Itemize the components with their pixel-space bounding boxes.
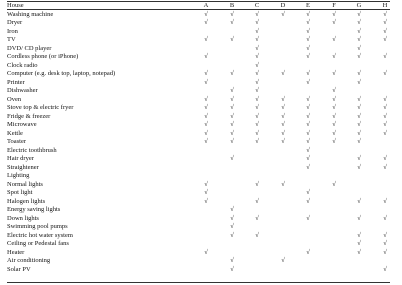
table-row [7, 19, 391, 27]
check-mark-icon: √ [230, 70, 234, 77]
check-mark-icon: √ [306, 189, 310, 196]
check-mark-icon: √ [383, 231, 387, 239]
check-mark-icon: √ [230, 121, 234, 128]
check-mark-icon: √ [357, 112, 361, 120]
check-mark-icon: √ [357, 121, 361, 128]
header-col-g: G [356, 2, 362, 9]
row-label: Microwave [7, 121, 37, 128]
row-label: Washing machine [7, 10, 54, 18]
table-header-row [7, 2, 391, 10]
check-mark-icon: √ [306, 214, 310, 222]
check-mark-icon: √ [332, 53, 336, 60]
check-mark-icon: √ [306, 112, 310, 120]
table-row [7, 240, 391, 248]
check-mark-icon: √ [357, 10, 361, 18]
check-mark-icon: √ [306, 19, 310, 26]
check-mark-icon: √ [332, 121, 336, 128]
check-mark-icon: √ [281, 129, 285, 137]
header-col-e: E [306, 2, 310, 9]
check-mark-icon: √ [383, 112, 387, 120]
table-row [7, 198, 391, 206]
table-row [7, 104, 391, 112]
row-label: Energy saving lights [7, 206, 61, 213]
table-row [7, 28, 391, 36]
check-mark-icon: √ [357, 248, 361, 256]
table-row [7, 121, 391, 129]
check-mark-icon: √ [204, 70, 208, 77]
row-label: Ceiling or Pedestal fans [7, 240, 69, 247]
check-mark-icon: √ [204, 138, 208, 145]
check-mark-icon: √ [306, 163, 310, 171]
row-label: Normal lights [7, 180, 43, 188]
header-col-c: C [254, 2, 260, 9]
row-label: Stove top & electric fryer [7, 104, 74, 111]
check-mark-icon: √ [357, 44, 361, 52]
table-row [7, 266, 391, 274]
row-label: Electric hot water system [7, 231, 73, 239]
check-mark-icon: √ [306, 104, 310, 111]
table-row [7, 138, 391, 146]
row-label: Air conditioning [7, 257, 51, 264]
table-row [7, 113, 391, 121]
check-mark-icon: √ [357, 138, 361, 145]
row-label: Computer (e.g. desk top, laptop, notepad) [7, 70, 116, 77]
check-mark-icon: √ [281, 95, 285, 103]
check-mark-icon: √ [230, 214, 234, 222]
row-label: Electric toothbrush [7, 146, 57, 154]
check-mark-icon: √ [255, 104, 259, 111]
row-label: Oven [7, 95, 22, 103]
check-mark-icon: √ [230, 223, 234, 230]
check-mark-icon: √ [230, 129, 234, 137]
check-mark-icon: √ [332, 10, 336, 18]
check-mark-icon: √ [204, 95, 208, 103]
check-mark-icon: √ [204, 129, 208, 137]
check-mark-icon: √ [383, 163, 387, 171]
row-label: Cordless phone (or iPhone) [7, 53, 79, 60]
check-mark-icon: √ [230, 104, 234, 111]
check-mark-icon: √ [332, 129, 336, 137]
check-mark-icon: √ [306, 10, 310, 18]
check-mark-icon: √ [383, 36, 387, 43]
check-mark-icon: √ [357, 214, 361, 222]
table-row [7, 96, 391, 104]
table-row [7, 215, 391, 223]
check-mark-icon: √ [306, 248, 310, 256]
check-mark-icon: √ [306, 155, 310, 162]
check-mark-icon: √ [332, 104, 336, 111]
check-mark-icon: √ [204, 36, 208, 43]
check-mark-icon: √ [204, 19, 208, 26]
check-mark-icon: √ [230, 95, 234, 103]
check-mark-icon: √ [383, 240, 387, 247]
check-mark-icon: √ [255, 27, 259, 35]
table-row [7, 164, 391, 172]
check-mark-icon: √ [230, 10, 234, 18]
check-mark-icon: √ [281, 104, 285, 111]
check-mark-icon: √ [204, 104, 208, 111]
check-mark-icon: √ [255, 129, 259, 137]
row-label: Dishwasher [7, 87, 38, 94]
check-mark-icon: √ [230, 231, 234, 239]
check-mark-icon: √ [255, 112, 259, 120]
check-mark-icon: √ [357, 240, 361, 247]
row-label: Down lights [7, 214, 39, 222]
row-label: Halogen lights [7, 197, 46, 205]
row-label: Dryer [7, 19, 23, 26]
check-mark-icon: √ [230, 87, 234, 94]
check-mark-icon: √ [357, 70, 361, 77]
check-mark-icon: √ [255, 121, 259, 128]
table-row [7, 223, 391, 231]
check-mark-icon: √ [230, 265, 234, 273]
table-row [7, 70, 391, 78]
check-mark-icon: √ [281, 70, 285, 77]
row-label: Straightener [7, 163, 39, 171]
table-row [7, 11, 391, 19]
header-house-label: House [7, 2, 24, 9]
check-mark-icon: √ [255, 19, 259, 26]
check-mark-icon: √ [383, 129, 387, 137]
table-bottom-rule [7, 282, 390, 283]
check-mark-icon: √ [255, 10, 259, 18]
check-mark-icon: √ [204, 189, 208, 196]
check-mark-icon: √ [255, 61, 259, 69]
row-label: Hair dryer [7, 155, 34, 162]
check-mark-icon: √ [255, 53, 259, 60]
check-mark-icon: √ [306, 95, 310, 103]
header-col-h: H [382, 2, 388, 9]
table-row [7, 181, 391, 189]
check-mark-icon: √ [383, 53, 387, 60]
check-mark-icon: √ [204, 53, 208, 60]
table-row [7, 36, 391, 44]
check-mark-icon: √ [383, 214, 387, 222]
check-mark-icon: √ [255, 87, 259, 94]
row-label: Kettle [7, 129, 23, 137]
check-mark-icon: √ [204, 197, 208, 205]
table-row [7, 87, 391, 95]
check-mark-icon: √ [357, 197, 361, 205]
check-mark-icon: √ [230, 112, 234, 120]
table-row [7, 257, 391, 265]
check-mark-icon: √ [255, 70, 259, 77]
check-mark-icon: √ [357, 95, 361, 103]
table-row [7, 53, 391, 61]
table-row [7, 45, 391, 53]
check-mark-icon: √ [357, 78, 361, 86]
row-label: Iron [7, 27, 18, 35]
check-mark-icon: √ [204, 78, 208, 86]
check-mark-icon: √ [332, 112, 336, 120]
header-col-f: F [332, 2, 336, 9]
check-mark-icon: √ [306, 129, 310, 137]
check-mark-icon: √ [255, 197, 259, 205]
check-mark-icon: √ [306, 197, 310, 205]
check-mark-icon: √ [230, 206, 234, 213]
row-label: Fridge & freezer [7, 112, 51, 120]
table-row [7, 249, 391, 257]
check-mark-icon: √ [230, 36, 234, 43]
check-mark-icon: √ [255, 44, 259, 52]
table-row [7, 62, 391, 70]
check-mark-icon: √ [255, 36, 259, 43]
check-mark-icon: √ [204, 10, 208, 18]
check-mark-icon: √ [204, 180, 208, 188]
table-row [7, 79, 391, 87]
check-mark-icon: √ [332, 95, 336, 103]
check-mark-icon: √ [306, 44, 310, 52]
header-col-b: B [229, 2, 235, 9]
check-mark-icon: √ [306, 36, 310, 43]
check-mark-icon: √ [204, 112, 208, 120]
check-mark-icon: √ [281, 10, 285, 18]
check-mark-icon: √ [255, 95, 259, 103]
check-mark-icon: √ [383, 19, 387, 26]
row-label: Lighting [7, 172, 30, 179]
check-mark-icon: √ [383, 248, 387, 256]
check-mark-icon: √ [255, 78, 259, 86]
check-mark-icon: √ [357, 104, 361, 111]
check-mark-icon: √ [383, 121, 387, 128]
check-mark-icon: √ [332, 70, 336, 77]
check-mark-icon: √ [281, 112, 285, 120]
check-mark-icon: √ [306, 78, 310, 86]
check-mark-icon: √ [281, 180, 285, 188]
check-mark-icon: √ [332, 36, 336, 43]
row-label: Solar PV [7, 265, 31, 273]
check-mark-icon: √ [255, 180, 259, 188]
check-mark-icon: √ [357, 129, 361, 137]
row-label: TV [7, 36, 16, 43]
check-mark-icon: √ [255, 138, 259, 145]
check-mark-icon: √ [281, 138, 285, 145]
check-mark-icon: √ [306, 146, 310, 154]
header-col-d: D [280, 2, 286, 9]
check-mark-icon: √ [204, 121, 208, 128]
check-mark-icon: √ [383, 95, 387, 103]
check-mark-icon: √ [230, 19, 234, 26]
table-row [7, 189, 391, 197]
check-mark-icon: √ [204, 248, 208, 256]
check-mark-icon: √ [281, 257, 285, 264]
check-mark-icon: √ [332, 180, 336, 188]
check-mark-icon: √ [357, 19, 361, 26]
row-label: Clock radio [7, 61, 38, 69]
check-mark-icon: √ [332, 87, 336, 94]
table-row [7, 206, 391, 214]
row-label: Swimming pool pumps [7, 223, 68, 230]
check-mark-icon: √ [306, 121, 310, 128]
check-mark-icon: √ [230, 138, 234, 145]
check-mark-icon: √ [383, 70, 387, 77]
table-row [7, 147, 391, 155]
header-col-a: A [203, 2, 209, 9]
table-row [7, 130, 391, 138]
row-label: Toaster [7, 138, 27, 145]
check-mark-icon: √ [383, 155, 387, 162]
row-label: Heater [7, 248, 25, 256]
row-label: DVD/ CD player [7, 44, 52, 52]
check-mark-icon: √ [357, 163, 361, 171]
check-mark-icon: √ [357, 27, 361, 35]
check-mark-icon: √ [306, 27, 310, 35]
check-mark-icon: √ [230, 155, 234, 162]
table-row [7, 232, 391, 240]
check-mark-icon: √ [332, 138, 336, 145]
table-row [7, 172, 391, 180]
check-mark-icon: √ [357, 155, 361, 162]
check-mark-icon: √ [306, 53, 310, 60]
row-label: Spot light [7, 189, 33, 196]
check-mark-icon: √ [357, 36, 361, 43]
check-mark-icon: √ [357, 53, 361, 60]
check-mark-icon: √ [306, 138, 310, 145]
table-row [7, 155, 391, 163]
check-mark-icon: √ [230, 257, 234, 264]
check-mark-icon: √ [383, 265, 387, 273]
check-mark-icon: √ [255, 214, 259, 222]
check-mark-icon: √ [383, 27, 387, 35]
check-mark-icon: √ [383, 104, 387, 111]
check-mark-icon: √ [255, 231, 259, 239]
check-mark-icon: √ [281, 121, 285, 128]
check-mark-icon: √ [357, 231, 361, 239]
check-mark-icon: √ [383, 10, 387, 18]
check-mark-icon: √ [332, 19, 336, 26]
check-mark-icon: √ [383, 197, 387, 205]
row-label: Printer [7, 78, 25, 86]
check-mark-icon: √ [306, 70, 310, 77]
